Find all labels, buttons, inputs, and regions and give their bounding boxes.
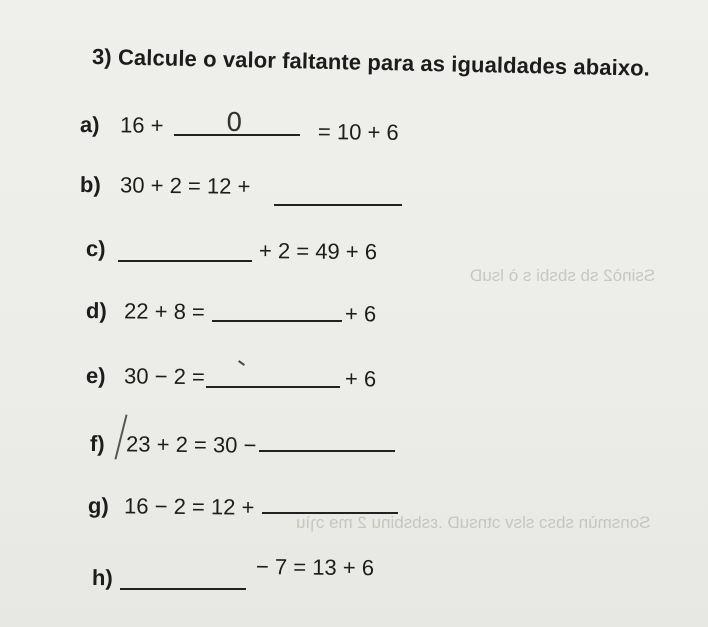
expression-left: 16 − 2 = 12 + [123,493,255,520]
expression-right: − 7 = 13 + 6 [255,554,375,581]
item-label: d) [85,298,107,324]
expression-left: 16 + [119,112,164,138]
item-h [92,565,118,591]
bleed-through-text: Ssinò2 sb sbsbi s ò lsuD [470,266,656,285]
pencil-mark [238,360,245,366]
item-label: g) [87,493,109,519]
expression-left: 22 + 8 = [123,298,206,325]
answer-blank[interactable] [118,260,252,262]
item-label: c) [85,236,106,262]
item-a [80,112,164,139]
item-label: e) [85,363,106,389]
exercise-title: 3) Calcule o valor faltante para as igualdades abaixo. [91,44,651,81]
item-g [88,493,255,521]
item-label: f) [89,431,105,457]
answer-blank[interactable] [120,588,246,590]
expression-right: = 10 + 6 [317,119,399,145]
item-c [86,236,112,262]
expression-right: + 6 [344,301,377,327]
item-d [86,298,205,325]
expression-right: + 2 = 49 + 6 [258,238,378,265]
item-label: h) [91,565,113,591]
bleed-through-text: Sonsmùn sbsɔ slsv ɔtnsuD .ɛsbsbinu 2 mɘ ɔɿìu [296,513,651,532]
answer-blank[interactable] [259,450,395,452]
item-label: b) [79,172,101,198]
expression-left: 23 + 2 = 30 − [125,431,257,458]
item-e [86,363,205,390]
answer-blank[interactable] [262,512,398,514]
expression-right: + 6 [344,366,377,392]
item-label: a) [79,112,100,138]
answer-blank[interactable] [206,386,340,388]
handwritten-answer: 0 [226,108,243,138]
item-b [80,172,251,200]
expression-left: 30 − 2 = [123,363,206,390]
answer-blank[interactable] [274,204,402,206]
answer-blank[interactable] [212,320,342,322]
expression-left: 30 + 2 = 12 + [119,172,251,199]
